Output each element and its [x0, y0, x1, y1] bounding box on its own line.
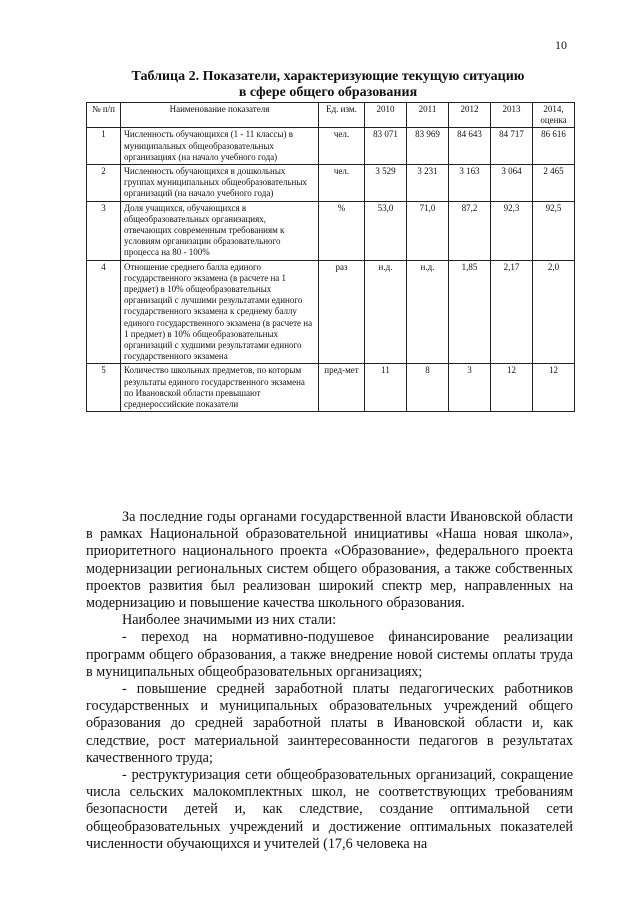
cell-2014: 86 616	[533, 128, 575, 165]
cell-2014: 92,5	[533, 201, 575, 260]
table-row	[87, 260, 575, 364]
paragraph: За последние годы органами государственной власти Ивановской области в рамках Национальной образовательной инициативы «Наша новая школа», приоритетного национального проекта «Образование», федерального проекта модернизации региональных систем общего образования, а также собственных проектов развития был реализован широкий спектр мер, направленных на модернизацию и повышение качества школьного образования.	[86, 509, 573, 612]
table-row	[87, 364, 575, 412]
cell-2012: 87,2	[449, 201, 491, 260]
header-2013: 2013	[491, 103, 533, 128]
page-number: 10	[555, 38, 567, 52]
header-2012: 2012	[449, 103, 491, 128]
header-2014: 2014, оценка	[533, 103, 575, 128]
table-row	[87, 201, 575, 260]
cell-2012: 84 643	[449, 128, 491, 165]
cell-2013: 84 717	[491, 128, 533, 165]
paragraph: - повышение средней заработной платы педагогических работников государственных и муниципальных образовательных учреждений общего образования до средней заработной платы в Ивановской области и, как следствие, рост материальной заинтересованности педагогов в результатах качественного труда;	[86, 681, 573, 766]
cell-2013: 12	[491, 364, 533, 412]
cell-unit: пред-мет	[319, 364, 365, 412]
header-number: № п/п	[87, 103, 121, 128]
cell-number: 3	[87, 201, 121, 260]
paragraph: Наиболее значимыми из них стали:	[122, 612, 337, 629]
table-header-row	[87, 103, 575, 128]
cell-name: Отношение среднего балла единого государственного экзамена (в расчете на 1 предмет) в 10% общеобразовательных организаций с лучшими результатами единого государственного экзамена к среднему баллу единого государственного экзамена (в расчете на 1 предмет) в 10% общеобразовательных организаций с худшими результатами единого государственного экзамена	[121, 260, 319, 364]
header-2011: 2011	[407, 103, 449, 128]
cell-name: Численность обучающихся (1 - 11 классы) в муниципальных общеобразовательных организациях (на начало учебного года)	[121, 128, 319, 165]
header-unit: Ед. изм.	[319, 103, 365, 128]
cell-2011: 3 231	[407, 165, 449, 202]
cell-2010: 11	[365, 364, 407, 412]
cell-2013: 3 064	[491, 165, 533, 202]
cell-number: 2	[87, 165, 121, 202]
cell-2010: 3 529	[365, 165, 407, 202]
cell-2010: 53,0	[365, 201, 407, 260]
cell-2011: 83 969	[407, 128, 449, 165]
header-name: Наименование показателя	[121, 103, 319, 128]
cell-number: 4	[87, 260, 121, 364]
cell-unit: %	[319, 201, 365, 260]
paragraph: - переход на нормативно-подушевое финансирование реализации программ общего образования, а также внедрение новой системы оплаты труда в муниципальных общеобразовательных организациях;	[86, 629, 573, 680]
cell-unit: чел.	[319, 165, 365, 202]
paragraph: - реструктуризация сети общеобразовательных организаций, сокращение числа сельских малокомплектных школ, не соответствующих требованиям безопасности детей и, как следствие, создание оптимальной сети общеобразовательных учреждений и достижение оптимальных показателей численности обучающихся и учителей (17,6 человека на	[86, 767, 573, 852]
cell-2011: 8	[407, 364, 449, 412]
table-title-line-2: в сфере общего образования	[238, 85, 418, 100]
cell-2010: н.д.	[365, 260, 407, 364]
cell-unit: раз	[319, 260, 365, 364]
cell-name: Количество школьных предметов, по которым результаты единого государственного экзамена по Ивановской области превышают среднероссийские показатели	[121, 364, 319, 412]
cell-number: 1	[87, 128, 121, 165]
header-2010: 2010	[365, 103, 407, 128]
table-row	[87, 128, 575, 165]
cell-2014: 2 465	[533, 165, 575, 202]
cell-number: 5	[87, 364, 121, 412]
cell-2014: 12	[533, 364, 575, 412]
cell-2013: 2,17	[491, 260, 533, 364]
table-row	[87, 165, 575, 202]
indicators-table	[86, 102, 575, 412]
cell-2011: н.д.	[407, 260, 449, 364]
cell-2014: 2,0	[533, 260, 575, 364]
table-title-line-1: Таблица 2. Показатели, характеризующие текущую ситуацию	[131, 69, 525, 84]
cell-unit: чел.	[319, 128, 365, 165]
cell-2010: 83 071	[365, 128, 407, 165]
cell-name: Численность обучающихся в дошкольных группах муниципальных общеобразовательных организаций (на начало учебного года)	[121, 165, 319, 202]
cell-2012: 1,85	[449, 260, 491, 364]
cell-2011: 71,0	[407, 201, 449, 260]
body-text	[86, 509, 573, 853]
table-title	[88, 69, 568, 101]
cell-name: Доля учащихся, обучающихся в общеобразовательных организациях, отвечающих современным требованиям к условиям организации образовательного процесса на 80 - 100%	[121, 201, 319, 260]
cell-2012: 3 163	[449, 165, 491, 202]
cell-2013: 92,3	[491, 201, 533, 260]
cell-2012: 3	[449, 364, 491, 412]
